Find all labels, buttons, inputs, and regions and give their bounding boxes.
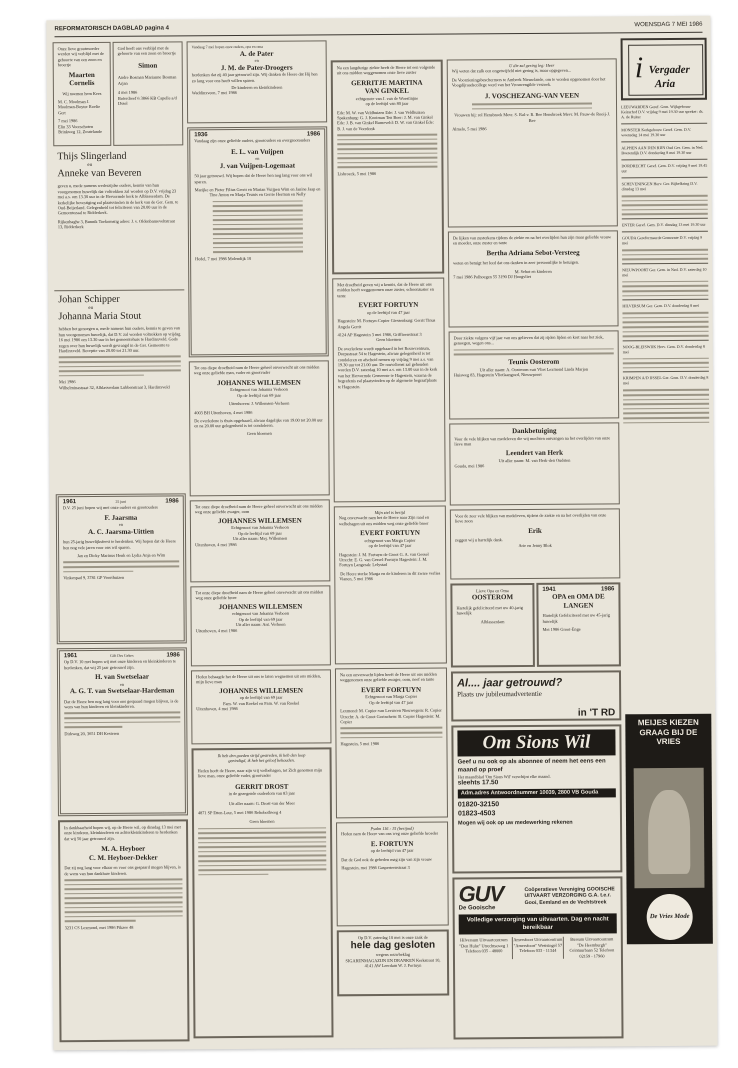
- meeting-entry: HILVERSUM Ger. Gem. D.V. donderdag 8 mei: [622, 302, 700, 309]
- ad-sub: wegens rouwbeklag: [375, 952, 411, 958]
- ad-relatives: Lexmond: M. Copier-van Leeuwen Nieuwegein: R. Copier Utrecht: A. de Groot Gorinchem: B. Copier Hagestein: M. Copier: [340, 707, 442, 725]
- ad-name: J. M. de Pater-Droogers: [220, 63, 293, 72]
- ad-address: Wilhelminastraat 32, Alblasserdam Lubbenstraat 3, Hardinxveld: [58, 384, 170, 391]
- ad-sign: Alblasserdam: [480, 618, 505, 625]
- column-2: [187, 40, 334, 1041]
- ad-text: Met droefheid geven wij u kennis, dat de Heere uit ons midden heeft weggenomen onze zuster, schoonzuster en tante: [337, 281, 434, 299]
- meeting-entry: NIEUWPOORT Ger. Gem. in Ned. D.V. zaterdag 10 mei: [622, 266, 707, 278]
- year-start: 1961: [62, 499, 77, 506]
- ad-en: en: [118, 522, 123, 528]
- ad-address: Hedel, 7 mei 1986 Molendijk 10: [195, 255, 252, 262]
- ad-name: Maarten Cornelis: [68, 70, 95, 88]
- ad-text: Door ziekte volgens vijf jaar van ons gelieven dat zij rijden lijden en kort naar het ziek, genoegen, wegen ons...: [453, 334, 604, 346]
- ad-name: GERRITJE MARTINA: [351, 78, 423, 88]
- ad-text: In dankbaarheid hopen wij, op de Heere wil, op dinsdag 13 mei met onze kinderen, kleinkinderen en achterkleinkinderen te herdenken dat wij 50 jaar getrouwd zijn.: [64, 824, 181, 842]
- ad-name: C. M. Heyboer-Dekker: [88, 853, 158, 862]
- promo-paper: in 'T RD: [577, 706, 616, 719]
- promo-sub: Plaats uw jubileumadvertentie: [457, 689, 542, 699]
- ad-name: A. G. T. van Swetselaar-Hardeman: [69, 686, 175, 696]
- ad-address: 3231 CS Lexmond, mei 1986 Pikzee 48: [64, 924, 134, 931]
- ad-name: EVERT FORTUYN: [361, 685, 422, 694]
- guv-branch-amersfoort: Amersfoort Uitvaartcentrum "Amersfoort" Westsingel 57 Telefoon 033 - 11344: [512, 937, 564, 959]
- ad-sub: Echtgenoot van Johanna Verboon: [231, 524, 289, 531]
- magazine-phone-1: 01820-32150: [457, 801, 500, 809]
- ad-name: Bertha Adriana Sebot-Versteeg: [486, 248, 580, 258]
- year-sub: Gift Des Gekes: [110, 653, 134, 658]
- ad-footer: Geen bloemen: [246, 430, 272, 436]
- ad-sign: De kinderen en kleinkinderen: [231, 84, 283, 91]
- ad-text: De overledene is thuis opgebaard, alwaar dagelijks van 19.00 tot 20.00 uur en na 20.00 uur gelegenheid is tot condoleren.: [194, 417, 323, 429]
- ad-en: en: [255, 156, 260, 162]
- magazine-phone-2: 01823-4503: [457, 810, 496, 818]
- ad-address: Gouda, mei 1986: [454, 463, 485, 469]
- ad-footer: De Heere sterke Marga en de kinderen in dit zware verlies: [340, 570, 441, 577]
- ad-quote: U die zal gering leg: Heer: [509, 62, 555, 69]
- obituary-ad-van-ginkel: [331, 60, 444, 275]
- magazine-sub: Geef u nu ook op als abonnee of neem het eens een maand op proef: [457, 758, 606, 773]
- ad-age: Op de leeftijd van 47 jaar: [369, 699, 414, 705]
- svg-text:Vergader: Vergader: [648, 63, 690, 77]
- ad-quote: Mijn ziel is berijd: [374, 509, 406, 516]
- column-1: [53, 41, 190, 1042]
- ad-text: Heden heeft de Heere, naar zijn vrij welbehagen, tot Zich genomen mijn lieve man, onze geliefde vader, grootvader: [197, 767, 323, 779]
- ad-name: JOHANNES WILLEMSEN: [218, 516, 302, 525]
- ad-intro: Op D.V. zaterdag 10 mei is onze zaak de: [357, 934, 428, 941]
- ad-address: Hagestein, 5 mei 1986: [340, 741, 380, 747]
- ad-name: M. A. Heyboer: [101, 844, 146, 854]
- ad-address: Uitenhoven, 4 mei 1986: [196, 706, 238, 712]
- thanks-ad-oosterom: [449, 330, 620, 419]
- ad-address: Uitenhoven, 4 mei 1986: [195, 627, 238, 633]
- ad-title: hele dag gesloten: [350, 940, 436, 952]
- child-photo: [634, 768, 705, 888]
- ad-quote: Psalm 116 : 15 (berijmd): [370, 825, 414, 832]
- ad-sub: echtgenoot van Johanna Verboon: [232, 610, 289, 617]
- year-date: 25 juni: [115, 499, 127, 504]
- ad-age: op de leeftijd van 47 jaar: [368, 542, 412, 549]
- column-4: [447, 38, 624, 1039]
- ad-address: Vianen, 5 mei 1986: [339, 576, 373, 582]
- ad-text: Lieve Opa en Oma: [476, 588, 509, 594]
- guv-branches: [459, 937, 617, 960]
- vergader-aria-icon: [627, 43, 705, 98]
- meeting-entry: MONSTER Kerkgebouw Geref. Gem. D.V. woensdag 14 mei 19.30 uur: [621, 126, 692, 138]
- ad-text: hun 25-jarig huwelijksfeest te herdenken. Wij hopen dat de Heere hen nog vele jaren voor ons wil sparen.: [63, 538, 176, 550]
- engagement-ad-slingerland: [53, 147, 184, 288]
- ad-sign: Uitenhoven: J. Willemsen-Verboon: [228, 400, 290, 407]
- year-start: 1961: [63, 653, 78, 660]
- ad-name: JOHANNES WILLEMSEN: [217, 378, 301, 387]
- ad-name: J. VOSCHEZANG-VAN VEEN: [484, 91, 580, 100]
- magazine-body: Het maandblad 'Om Sions Wil' verschijnt elke maand.: [457, 773, 551, 780]
- ad-text: Hartelijk Gefeliciteerd met uw 45-jarig huwelijk: [542, 612, 610, 624]
- obituary-ad-willemsen-4: [191, 669, 332, 744]
- de-vries-promo-ad: [625, 714, 713, 945]
- ad-sign: Uit aller naam: Mej. Willemsen: [232, 535, 288, 542]
- anniversary-ad-swetselaar: [57, 647, 188, 816]
- ad-name: GERRIT DROST: [235, 782, 289, 791]
- closed-notice-ad: [337, 930, 449, 997]
- ad-text: Onze lieve grootmoeder werden wij verblijd met de geboorte van een zoon en broertje: [57, 45, 104, 68]
- ad-name: F. Jaarsma: [104, 513, 138, 522]
- ad-relatives: Hagestein: J. M. Fortuyn-de Groot G. A. van Gessel Utrecht: E. G. van Gessel-Fortuyn Hagestein: J. M. Fortuyn Langerak: Lelystad: [339, 551, 429, 568]
- magazine-title: Om Sions Wil: [482, 731, 591, 754]
- ad-address: Lisbroeck, 5 mei 1986: [337, 171, 377, 177]
- ad-sub: echtgenoot van Marga Copier: [364, 537, 416, 543]
- obituary-ad-willemsen-3: [190, 585, 331, 666]
- ad-text: De overledene wordt opgebaard in het Rouwcentrum, Dorpsstraat 54 te Hagestein, alwaar gelegenheid is tot condoleren en afscheid nemen op vrijdag 9 mei a.s. van 19.30 uur tot 21.00 uur. De rouwdienst zal gehouden worden D.V. zaterdag 10 mei a.s. om 13.00 uur in de kerk van het Hervormde Gemeente te Hagestein, waarna de begrafenis zal plaatsvinden op de algemene begraafplaats te Hagestein.: [337, 345, 438, 389]
- ad-children: Jan en Dicky Marinus Henk en Lydia Anja en Wim: [77, 552, 166, 559]
- ad-name: VAN GINKEL: [364, 87, 409, 96]
- anniversary-ad-jaarsma: [56, 493, 187, 644]
- page-header: [54, 20, 702, 38]
- guv-org: De Gooische: [458, 905, 496, 912]
- ad-en: en: [88, 306, 94, 312]
- ad-name: J. van Vuijpen-Logemaat: [219, 161, 296, 170]
- obituary-ad-willemsen-2: [190, 499, 331, 582]
- ad-shop: SIGARENMAGAZIJN EN DRANKEN Kerkstraat 10, 4141 AW Leerdam W. J. Fortuyn: [345, 957, 441, 969]
- ad-address: Arie en Jenny Blok: [518, 542, 552, 548]
- ad-address: Hagestein, mei 1986 Gasperteenstraat 3: [341, 864, 410, 871]
- ad-address: Mei 1986 Groot-Enge: [542, 626, 581, 633]
- ad-children: Marijke en Pieter Filius Gerrit en Marian Vuijpen Wim en Janine Jaap en Tine Anton en Marja Teunis en Gerrie Herman en Nelly: [194, 186, 321, 198]
- ad-text: 50 jaar getrouwd. Wij hopen dat de Heere hen nog lang voor ons wil sparen.: [194, 172, 313, 184]
- ad-name: Thijs Slingerland: [57, 150, 127, 163]
- ad-text: Dat zij nog lang voor elkaar en voor ons gespaard mogen blijven, is de wens van hun dankbare kinderen.: [64, 864, 181, 876]
- ad-address: Rijkenhaghe 3, Bunnik Toekomstig adres: J. v. Oldenbarneveltstraat 13, Ridderkerk: [57, 218, 175, 230]
- guv-logo-text: GUV: [458, 881, 504, 907]
- ad-name: E. L. van Vuijpen: [231, 147, 284, 156]
- ad-parents: Andre Bosman Marianne Bosman Arjan: [117, 74, 177, 86]
- obituary-ad-willemsen-1: [189, 360, 330, 496]
- meeting-entry: NOOG-BLEISWIJK Herv. Gem. D.V. donderdag 8 mei: [622, 343, 705, 355]
- ad-age: op de leeftijd van 80 jaar: [365, 101, 409, 107]
- ad-relatives: Uit aller naam: A. Oosterom-van Vliet Lexmond Linda Marjon: [479, 366, 589, 372]
- page-header-right: WOENSDAG 7 MEI 1986: [634, 21, 703, 29]
- ad-address: Dirkweg 20, 3651 DH Kesteren: [64, 730, 120, 737]
- ad-name: Anneke van Beveren: [57, 168, 142, 180]
- ad-text: Voor de zeer vele blijken van medeleven, tijdens de ziekte en na het overlijden van onze lieve zoon: [454, 512, 607, 524]
- ad-name: A. de Pater: [239, 49, 274, 58]
- ad-address: Elin 33 Voorschoten Brinkweg 12, Zoutelande: [58, 123, 103, 135]
- guv-title: Coöperatieve Vereniging GOOISCHE UITVAART VERZORGING G.A. t.e.r. Gooi, Eemland en de Vechtstreek: [524, 885, 615, 907]
- obituary-ad-fortuyn-1: [332, 278, 446, 503]
- ad-sub: Wij noemen hem Kees: [62, 90, 102, 96]
- ad-name: OOSTEROM: [471, 593, 514, 602]
- ad-footer: Geen bloemen: [376, 337, 402, 343]
- ad-intro: D.V. 25 juni hopen wij met onze ouders en grootouders: [62, 504, 158, 511]
- ad-name: H. van Swetselaar: [95, 672, 149, 682]
- meeting-list: [621, 104, 709, 427]
- ad-age: op de leeftijd van 47 jaar: [367, 309, 410, 315]
- ad-en: en: [254, 58, 259, 64]
- year-end: 1986: [165, 498, 179, 505]
- meeting-entry: LEEUWARDEN Geref. Gem. Wijkgebouw Keizerhof D.V. vrijdag 9 mei 19.30 uur spreker: ds. A. de Ruiter: [621, 103, 704, 120]
- ad-footer: Geen bloemen: [249, 819, 275, 825]
- ad-address: Waddinxveen, 7 mei 1986: [191, 90, 237, 96]
- ad-text: herdenken dat zij 40 jaar getrouwd zijn. Wij danken de Heere dat Hij hen zo lang voor ons heeft willen sparen.: [191, 71, 318, 83]
- ad-age: Op de leeftijd van 69 jaar: [237, 392, 281, 398]
- ad-title: Dankbetuiging: [512, 426, 557, 436]
- obituary-ad-fortuyn-2: [334, 506, 447, 665]
- ad-text: Wij weten dat zulk een ongetwijfeld niet gering is, maar opgegeven...: [451, 68, 572, 74]
- ad-age: op de leeftijd van 69 jaar: [239, 695, 283, 701]
- meeting-entry: SCHEVENINGEN Herv. Ger. Bijbelkring D.V. dinsdag 13 mei: [621, 180, 698, 192]
- badge-text: De Vries Mode: [649, 913, 690, 921]
- obituary-ad-drost: [191, 747, 333, 1038]
- birth-ad-simon: [113, 41, 184, 145]
- year-start: 1941: [542, 586, 556, 593]
- birth-ad-maarten: [53, 42, 112, 146]
- page-header-left: REFORMATORISCH DAGBLAD pagina 4: [54, 25, 169, 33]
- ad-text: De lijken van zusterkens tijdens de ziekte en na het overlijden hun zijn maar geliefde vrouw en moeder, onze zuster en tante: [452, 234, 612, 246]
- ad-text: hebben het genoegen u, mede namens hun ouders, kennis te geven van hun voorgenomen huwelijk, dat D.V. zal worden voltrokken op vrijdag 16 mei 1986 om 13.30 uur in het gemeentehuis te Hardinxveld. Gods zegen over hun huwelijk wordt gevraagd in de Ger. Gemeente te Hardinxveld. Receptie van 20.00 tot 21.30 uur.: [58, 325, 181, 354]
- meeting-entry: ALPHEN AAN DEN RIJN Oud Ger. Gem. in Ned. Boerendijk D.V. donderdag 8 mei 19.30 uur: [621, 144, 704, 156]
- svg-text:Aria: Aria: [654, 77, 676, 91]
- ad-text: Heden nam de Heere van ons weg onze geliefde broeder: [341, 831, 439, 837]
- ad-address: Vinkenpad 9, 3781 GP Voorthuizen: [63, 575, 125, 581]
- ad-name: Leendert van Herk: [505, 449, 564, 458]
- ad-name: A. C. Jaarsma-Uittien: [88, 527, 154, 536]
- vergader-aria-logo: [621, 38, 707, 101]
- ad-text: Tot ons diepe droefheid nam de Heere geheel onverwacht uit ons midden weg onze geliefde man, vader en grootvader: [193, 364, 320, 376]
- ad-en: en: [87, 163, 93, 169]
- ad-relatives: Ede: M. W. van Veldhuizen Ede: J. van Veldhuizen Spakenburg: G. J. Kooiman Ten Boer: J. M. van Ginkel Ede: J. B. van Ginkel Barneveld: D. W. van Ginkel Ede: B. J. van de Veerdonk: [337, 109, 434, 132]
- year-end: 1986: [601, 586, 615, 593]
- ad-age: Op de leeftijd van 69 jaar: [238, 530, 282, 536]
- guv-branch-hilversum: Hilversum Uitvaartcentrum "Den Hulst" Utrechtseweg 1 Telefoon 035 - 48000: [459, 937, 509, 954]
- ad-name: JOHANNES WILLEMSEN: [218, 602, 303, 611]
- ad-text: Tot onze diepe droefheid nam de Heere geheel onverwacht uit ons midden weg onze geliefde broer: [195, 589, 324, 601]
- ad-address: Boterdreef 6 3866 KB Capelle a/d IJssel: [117, 94, 177, 106]
- anniversary-ad-vuijpen: [187, 126, 329, 357]
- funeral-services-ad-guv: [452, 876, 623, 1039]
- ad-text: Dat de Heere hen nog lang voor ons gespaard mogen blijven, is de wens van hun kinderen en kleinkinderen.: [64, 698, 179, 710]
- ad-text: Na een onverwacht lijden heeft de Heere uit ons midden weggenomen onze geliefde zwager, oom, neef en tante: [339, 671, 437, 683]
- guv-header: [458, 881, 616, 912]
- magazine-price: sleehts 17.50: [457, 779, 499, 787]
- column-5: [621, 38, 714, 1039]
- meeting-entry: KRIMPEN A/D IJSSEL Ger. Gem. D.V. donderdag 8 mei: [622, 375, 709, 386]
- guv-logo: [458, 882, 518, 912]
- jubilee-promo-ad: [451, 670, 621, 721]
- obituary-ad-fortuyn-4: [336, 822, 449, 927]
- ad-en: en: [119, 681, 125, 687]
- meeting-entry: ENTER Geref. Gem. D.V. dinsdag 13 mei 19.30 uur: [621, 221, 706, 228]
- year-end: 1986: [306, 131, 321, 138]
- thanks-ad-erik: [450, 508, 620, 579]
- ad-text: Vandaag 7 mei hopen onze ouders, opa en oma: [191, 44, 264, 50]
- obituary-ad-fortuyn-3: [335, 668, 448, 819]
- promo-headline: MEIJES KIEZEN GRAAG BIJ DE VRIES: [637, 717, 699, 747]
- ad-quote: Ik heb den goeden strijd gestreden, ik heb den loop geeindigd, ik heb het geloof behouden.: [217, 752, 306, 764]
- ad-sub: Echtgenoot van Marga Copier: [365, 694, 418, 700]
- thanks-ad-van-herk: [449, 422, 620, 505]
- ad-name: E. FORTUYN: [370, 839, 414, 848]
- ad-age: op de leeftijd van 47 jaar: [370, 848, 414, 854]
- promo-title: Al.... jaar getrouwd?: [457, 676, 563, 690]
- ad-text: God heeft ons verblijd met de geboorte van een zoon en broertje: [117, 45, 177, 57]
- ad-address: Huisweg 83, Hagestein Vlietlaangoed, Nieuwpoort: [453, 371, 542, 378]
- year-start: 1936: [194, 132, 208, 139]
- ad-date: 7 mei 1986: [58, 118, 78, 124]
- ad-address: 4003 BH Uitenhoven, 4 mei 1986: [194, 409, 253, 415]
- ad-address: 4871 SP Etten-Leur, 5 mei 1986 Rehobothweg 4: [197, 809, 282, 816]
- anniversary-ad-heyboer: [58, 819, 190, 1042]
- ad-name: Simon: [138, 61, 158, 70]
- ad-text: Vandaag zijn onze geliefde ouders, grootouders en overgrootouders: [194, 137, 311, 144]
- ad-name: Johanna Maria Stout: [58, 311, 142, 323]
- ad-age: in de gezegende ouderdom van 83 jaar: [228, 790, 296, 797]
- congrats-ad-de-langen: [536, 582, 621, 667]
- meeting-entry: DORDRECHT Geref. Gem. D.V. vrijdag 9 mei 19.45 uur: [621, 162, 708, 174]
- de-vries-badge: [647, 894, 693, 940]
- ad-name: EVERT FORTUYN: [358, 300, 419, 310]
- ad-sub: echtgenote van J. van de Woestinjne: [355, 95, 419, 101]
- ad-intro: Op D.V. 10 mei hopen wij met onze kinderen en kleinkinderen te herdenken, dat wij 25 jaar getrouwd zijn.: [63, 658, 176, 671]
- ad-text: Heden behaagde het de Heere uit ons te laten wegnemen uit ons midden, mijn lieve man: [195, 673, 321, 685]
- ad-sign: Uit aller naam: G. Drost-van der Meer: [228, 800, 295, 806]
- ad-text: Hartelijk gefeliciteerd met uw 40-jarig huwelijk: [456, 604, 523, 616]
- ad-relatives: Hagestein: M. Fortuyn-Copier Giessenburg: Gerrit Tinus Angela Gerrit: [337, 317, 436, 329]
- thanks-ad-sebot: [448, 230, 619, 327]
- meeting-entry: GOUDA Gereformeerde Gemeente D.V. vrijdag 9 mei: [621, 234, 703, 246]
- ad-text: geven u, mede namens wederzijdse ouders, kennis van hun voorgenomen huwelijk dat voltrokken zal worden op D.V. vrijdag 23 mei a.s. om 13.30 uur in de Hervormde kerk te Alblasserdam. De kerkelijke bevestiging zal plaatsvinden in de kerk van de Ger. Gem. te Oud-Beijerland. Gelegenheid tot feliciteren van 20.00 uur in de Gemeentezaal te Ridderkerk.: [57, 182, 179, 216]
- guv-branch-bussum: Bussum Uitvaartcentrum "De Heemburgh" Ceintuurbaan 52 Telefoon 02159 - 17960: [569, 936, 615, 959]
- magazine-footer: Mogen wij ook op uw medewerking rekenen: [458, 820, 573, 827]
- ad-age: Op de leeftijd van 69 jaar: [238, 616, 283, 622]
- ad-text: De Voorzieningsbeschermers te Ambeek Nieuwlande, om te worden opgenomen door het Voogdijraadscollege werd van het Vrouwengilde verzoek.: [451, 76, 606, 88]
- ad-address: 4124 AP Hagestein 3 mei 1986, Griffioenstraat 3: [337, 331, 422, 338]
- ad-text: Na een langdurige ziekte heeft de Heere tot een volgende uit ons midden weggenomen onze lieve zuster: [336, 64, 436, 76]
- column-3: [331, 40, 450, 1041]
- ad-name: OPA en OMA DE LANGEN: [552, 592, 605, 610]
- ad-sign: M. Sebot en kinderen: [514, 268, 552, 274]
- ad-sign: Fam. W. van Roekel en Fam. W. van Roekel: [223, 700, 300, 706]
- ad-text: weten en betuigt het leed dat ons danken in zeer persoonlijke te betuigen.: [453, 259, 580, 266]
- ad-name: JOHANNES WILLEMSEN: [219, 686, 303, 695]
- ad-parents: M. C. Moolman J. Moolman-Boyter Roelie Gert: [57, 99, 101, 116]
- ad-date: 4 mei 1986: [117, 89, 138, 95]
- ad-name: EVERT FORTUYN: [360, 528, 420, 538]
- year-end: 1986: [166, 652, 180, 659]
- ad-name: Erik: [528, 526, 542, 535]
- newspaper-page: [46, 16, 717, 1051]
- ad-text: Nog onverwacht nam het de Heere naar Zijn raad en welbehagen uit ons midden weg onze geliefde broer: [338, 515, 429, 527]
- engagement-ad-schipper: [54, 289, 185, 490]
- ad-text: Voor de vele blijken van medeleven die wij mochten ontvangen na het overlijden van onze lieve man: [454, 434, 611, 447]
- ad-name: Teunis Oosterom: [508, 357, 560, 367]
- ad-sign: Uit aller naam: Ant. Verboon: [235, 621, 286, 628]
- anniversary-ad-de-pater: [187, 40, 328, 123]
- ad-text: Dat de God ook de gebeden mag zijn van zijn vrouw: [341, 856, 432, 863]
- ad-name: Johan Schipper: [58, 293, 120, 306]
- ad-sub: Echtgenoot van Johanna Verboon: [230, 386, 288, 393]
- magazine-banner: [457, 729, 615, 756]
- ad-address: Almelo, 5 mei 1986: [452, 126, 487, 132]
- filler-lines: [59, 356, 181, 377]
- magazine-ad-om-sions-wil: [451, 724, 622, 873]
- ad-sign: Uit aller naam: M. van Herk-den Oudsten: [498, 457, 571, 463]
- obituary-ad-voschezang: [447, 58, 618, 227]
- ad-address: 7 mei 1986 Polhoegen 55 3190 DJ Hoogvliet: [453, 274, 531, 280]
- magazine-address: Adm.adres Antwoordnummer 10039, 2800 VB Gouda: [458, 789, 616, 799]
- ad-relatives: Vrouwen bij: rol Hensbroek Mevr. S. Ral-v. R. Bee Hensbroek Mevr. M. Pauw-de Rooij-J. Bee: [454, 111, 611, 123]
- ad-sign: zeggen wij u hartelijk dank.: [455, 537, 503, 543]
- congrats-ad-oosterom: [450, 583, 535, 668]
- ad-text: Tot onze diepe droefheid nam de Heere geheel onverwacht uit ons midden weg onze geliefde zwager, oom: [194, 503, 323, 515]
- guv-banner: Volledige verzorging van uitvaarten. Dag en nacht bereikbaar: [459, 914, 617, 935]
- ad-address: Uitenhoven, 4 mei 1986: [195, 541, 237, 547]
- ad-date: Mei 1986: [58, 379, 76, 385]
- svg-text:i: i: [634, 51, 644, 85]
